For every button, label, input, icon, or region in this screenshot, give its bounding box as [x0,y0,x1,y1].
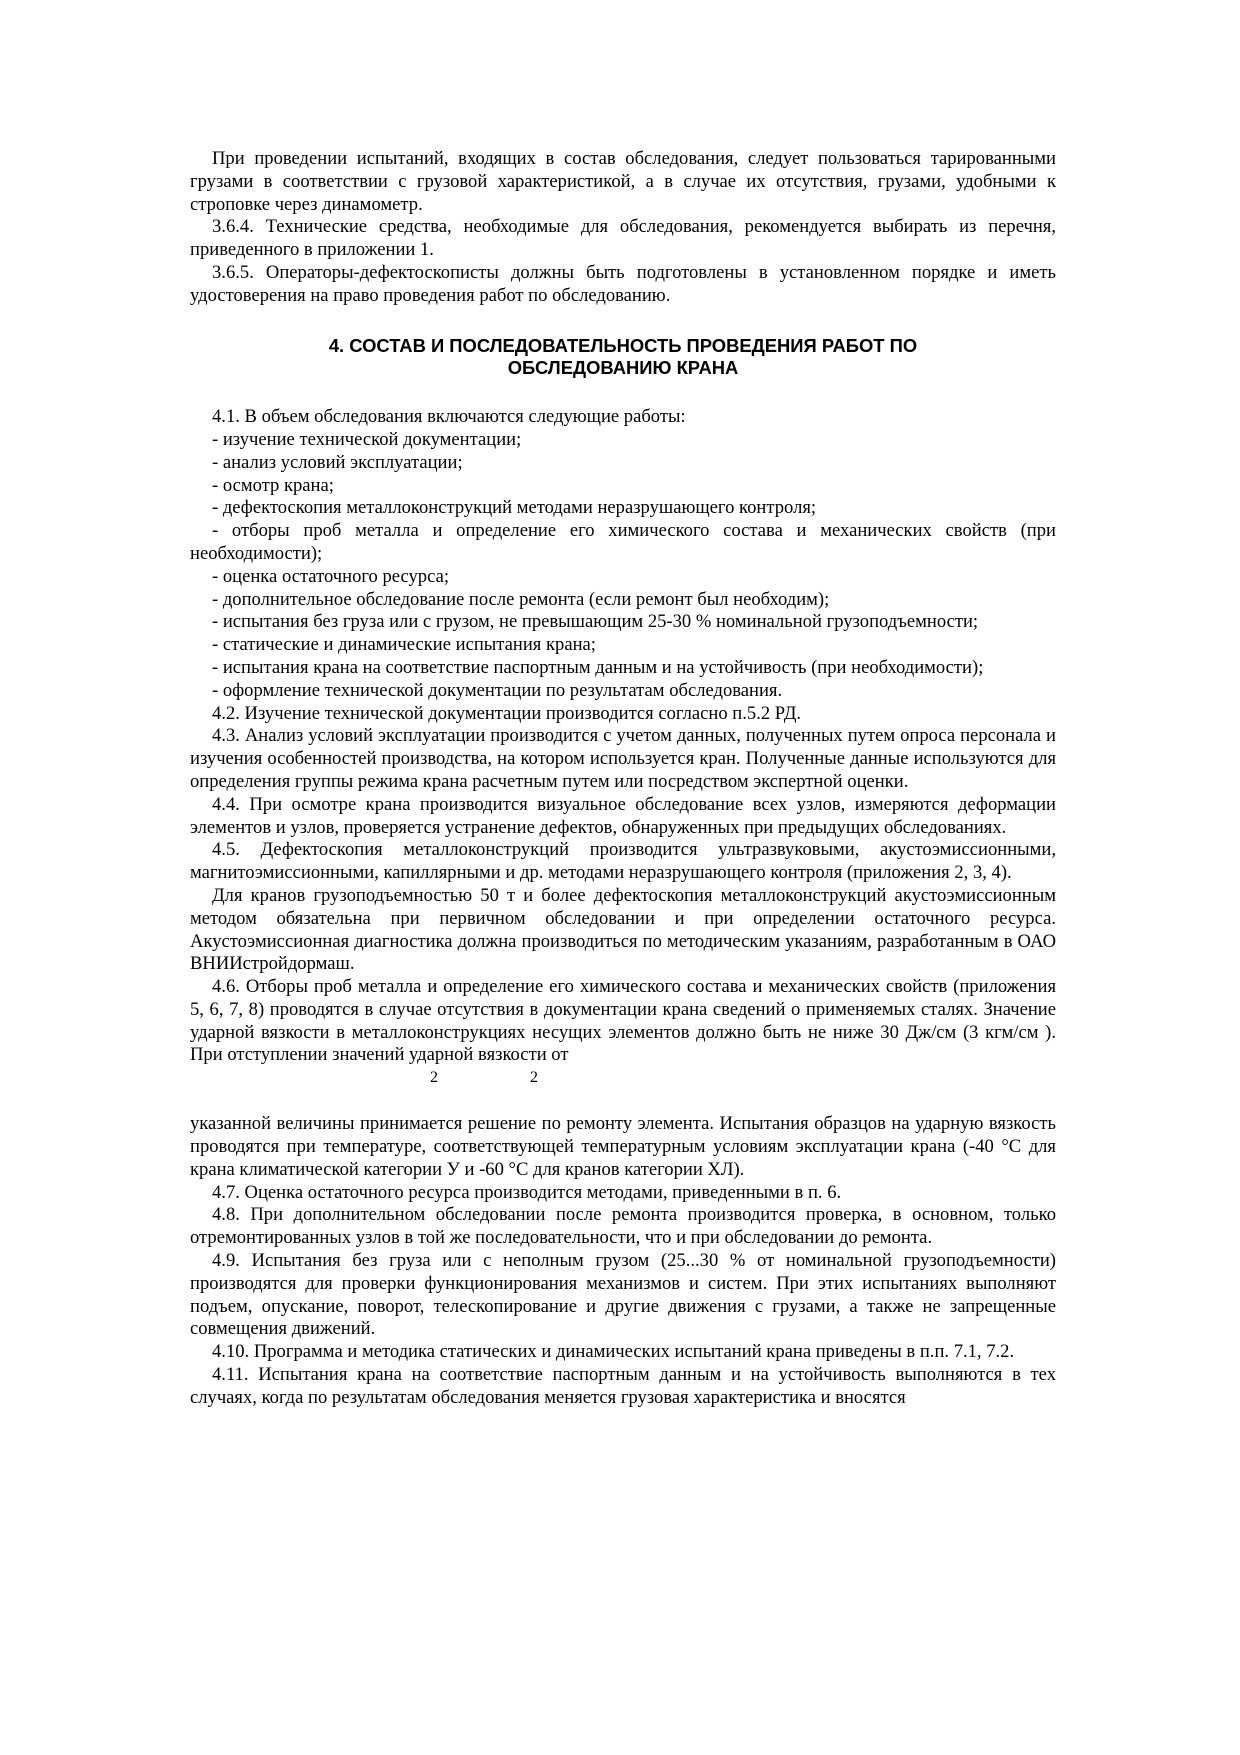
list-item: - осмотр крана; [212,474,334,496]
paragraph-4-6-cont: указанной величины принимается решение по ремонту элемента. Испытания образцов на ударную вязкость проводятся при температуре, соответствующей температурным условиям эксплуатации крана (-40 °С для крана климатической категории У и -60 °С для кранов категории ХЛ). [190,1113,1056,1180]
superscript: 2 [430,1069,438,1087]
paragraph-3-6-4: 3.6.4. Технические средства, необходимые для обследования, рекомендуется выбирать из перечня, приведенного в приложении 1. [190,216,1056,261]
section-heading-line-1: 4. СОСТАВ И ПОСЛЕДОВАТЕЛЬНОСТЬ ПРОВЕДЕНИЯ РАБОТ ПО [328,334,918,356]
superscript: 2 [530,1069,538,1087]
section-heading-line-2: ОБСЛЕДОВАНИЮ КРАНА [507,357,739,379]
document-page [190,148,1056,1410]
list-item: - анализ условий эксплуатации; [212,451,463,473]
list-intro: 4.1. В объем обследования включаются следующие работы: [212,406,686,428]
paragraph-3-6-5: 3.6.5. Операторы-дефектоскописты должны быть подготовлены в установленном порядке и иметь удостоверения на право проведения работ по обследованию. [190,261,1056,306]
list-item: - дополнительное обследование после ремонта (если ремонт был необходим); [212,588,830,610]
superscript-line [190,1067,1056,1090]
paragraph-4-7: 4.7. Оценка остаточного ресурса производится методами, приведенными в п. 6. [212,1181,842,1203]
paragraph-4-9: 4.9. Испытания без груза или с неполным грузом (25...30 % от номинальной грузоподъемности) производятся для проверки функционирования механизмов и систем. При этих испытаниях выполняют подъем, опускание, поворот, телескопирование и другие движения с грузами, а также не запрещенные совмещения движений. [190,1250,1056,1340]
paragraph-4-5: 4.5. Дефектоскопия металлоконструкций производится ультразвуковыми, акустоэмиссионными, магнитоэмиссионными, капиллярными и др. методами неразрушающего контроля (приложения 2, 3, 4). [190,839,1056,884]
list-item: - статические и динамические испытания крана; [212,634,596,656]
paragraph-4-5-cont: Для кранов грузоподъемностью 50 т и более дефектоскопия металлоконструкций акустоэмиссионным методом обязательна при первичном обследовании и при определении остаточного ресурса. Акустоэмиссионная диагностика должна производиться по методическим указаниям, разработанным в ОАО ВНИИстройдормаш. [190,884,1056,975]
list-item: - дефектоскопия металлоконструкций методами неразрушающего контроля; [212,497,817,519]
section-heading [190,335,1056,381]
paragraph-4-4: 4.4. При осмотре крана производится визуальное обследование всех узлов, измеряются деформации элементов и узлов, проверяется устранение дефектов, обнаруженных при предыдущих обследованиях. [190,793,1056,838]
list-item: - оценка остаточного ресурса; [212,565,449,587]
paragraph-4-2: 4.2. Изучение технической документации производится согласно п.5.2 РД. [212,702,802,724]
list-item: - отборы проб металла и определение его химического состава и механических свойств (при необходимости); [190,520,1056,564]
paragraph-4-10: 4.10. Программа и методика статических и динамических испытаний крана приведены в п.п. 7.1, 7.2. [212,1341,1015,1363]
paragraph-intro-1: При проведении испытаний, входящих в состав обследования, следует пользоваться тарированными грузами в соответствии с грузовой характеристикой, а в случае их отсутствия, грузами, удобными к строповке через динамометр. [190,148,1056,215]
list-item: - оформление технической документации по результатам обследования. [212,679,783,701]
paragraph-4-11: 4.11. Испытания крана на соответствие паспортным данным и на устойчивость выполняются в тех случаях, когда по результатам обследования меняется грузовая характеристика и вносятся [190,1364,1056,1408]
paragraph-4-8: 4.8. При дополнительном обследовании после ремонта производится проверка, в основном, только отремонтированных узлов в той же последовательности, что и при обследовании до ремонта. [190,1204,1056,1249]
list-item: - испытания крана на соответствие паспортным данным и на устойчивость (при необходимости); [212,656,984,678]
paragraph-4-3: 4.3. Анализ условий эксплуатации производится с учетом данных, полученных путем опроса персонала и изучения особенностей производства, на котором используется кран. Полученные данные используются для определения группы режима крана расчетным путем или посредством экспертной оценки. [190,725,1056,792]
list-item: - испытания без груза или с грузом, не превышающим 25-30 % номинальной грузоподъемности; [212,611,979,633]
paragraph-4-6: 4.6. Отборы проб металла и определение его химического состава и механических свойств (приложения 5, 6, 7, 8) проводятся в случае отсутствия в документации крана сведений о применяемых сталях. Значение ударной вязкости в металлоконструкциях несущих элементов должно быть не ниже 30 Дж/см (3 кгм/см ). При отступлении значений ударной вязкости от [190,976,1056,1066]
list-item: - изучение технической документации; [212,428,522,450]
